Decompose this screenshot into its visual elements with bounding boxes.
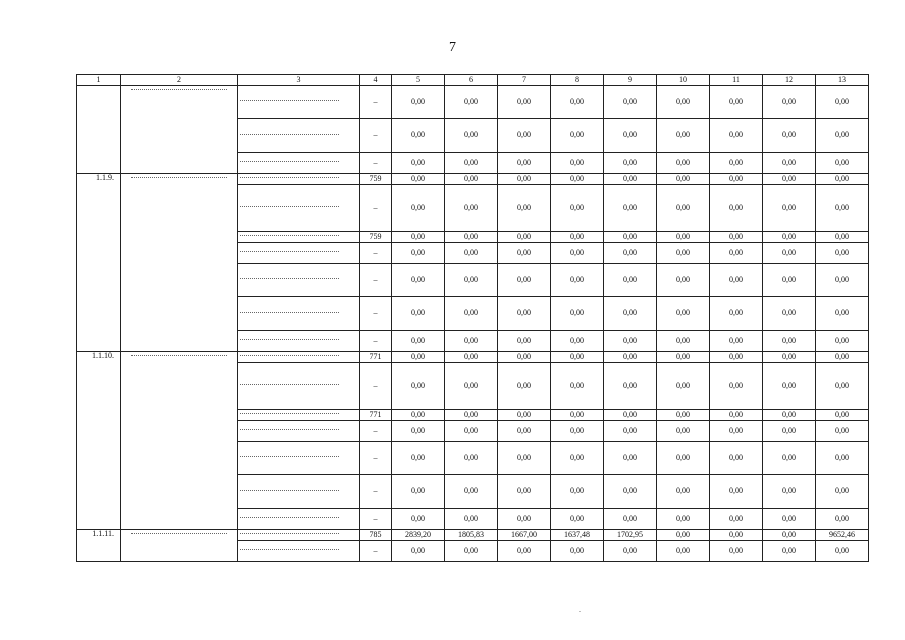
budget-table [76, 74, 869, 562]
illegible-text [240, 339, 339, 343]
amount-cell: 0,00 [498, 264, 551, 297]
amount-cell: 0,00 [392, 232, 445, 243]
amount-cell: 0,00 [763, 243, 816, 264]
illegible-text [240, 206, 339, 210]
amount-cell: 0,00 [445, 243, 498, 264]
header-cell-13: 13 [816, 75, 869, 86]
amount-cell: 0,00 [551, 86, 604, 119]
funding-source [238, 331, 360, 352]
amount-cell: 0,00 [710, 475, 763, 509]
amount-cell: 0,00 [604, 475, 657, 509]
funding-source [238, 541, 360, 562]
table-row [77, 86, 869, 119]
amount-cell: 0,00 [498, 421, 551, 442]
funding-source [238, 421, 360, 442]
illegible-text [240, 134, 339, 138]
amount-cell: 0,00 [498, 185, 551, 232]
amount-cell: 0,00 [604, 509, 657, 530]
code-value: – [360, 119, 392, 153]
amount-cell: 0,00 [710, 264, 763, 297]
amount-cell: 0,00 [710, 86, 763, 119]
header-cell-5: 5 [392, 75, 445, 86]
amount-cell: 0,00 [392, 352, 445, 363]
amount-cell: 0,00 [816, 541, 869, 562]
illegible-text [240, 312, 339, 316]
illegible-text [240, 384, 339, 388]
funding-source [238, 185, 360, 232]
amount-cell: 0,00 [763, 297, 816, 331]
amount-cell: 0,00 [604, 541, 657, 562]
code-value: – [360, 363, 392, 410]
illegible-text [240, 355, 339, 359]
amount-cell: 0,00 [445, 410, 498, 421]
amount-cell: 0,00 [392, 297, 445, 331]
amount-cell: 0,00 [710, 174, 763, 185]
amount-cell: 0,00 [392, 174, 445, 185]
amount-cell: 0,00 [710, 352, 763, 363]
item-name [121, 530, 238, 562]
code-value: 759 [360, 174, 392, 185]
code-value: – [360, 421, 392, 442]
amount-cell: 0,00 [445, 331, 498, 352]
amount-cell: 0,00 [763, 530, 816, 541]
code-value: – [360, 264, 392, 297]
amount-cell: 0,00 [710, 243, 763, 264]
amount-cell: 0,00 [551, 363, 604, 410]
amount-cell: 1702,95 [604, 530, 657, 541]
funding-source [238, 232, 360, 243]
amount-cell: 0,00 [604, 243, 657, 264]
amount-cell: 0,00 [445, 352, 498, 363]
amount-cell: 0,00 [445, 119, 498, 153]
code-value: – [360, 541, 392, 562]
amount-cell: 0,00 [657, 232, 710, 243]
illegible-text [240, 251, 339, 255]
funding-source [238, 363, 360, 410]
amount-cell: 0,00 [392, 421, 445, 442]
amount-cell: 0,00 [392, 363, 445, 410]
amount-cell: 0,00 [445, 509, 498, 530]
amount-cell: 0,00 [763, 475, 816, 509]
illegible-text [240, 278, 339, 282]
illegible-text [240, 161, 339, 165]
amount-cell: 0,00 [816, 119, 869, 153]
amount-cell: 0,00 [445, 153, 498, 174]
amount-cell: 0,00 [657, 442, 710, 475]
code-value: – [360, 297, 392, 331]
amount-cell: 0,00 [604, 153, 657, 174]
amount-cell: 0,00 [763, 264, 816, 297]
amount-cell: 0,00 [604, 331, 657, 352]
amount-cell: 0,00 [657, 185, 710, 232]
funding-source [238, 530, 360, 541]
amount-cell: 0,00 [763, 541, 816, 562]
code-value: – [360, 86, 392, 119]
item-code: 1.1.11. [77, 530, 121, 562]
amount-cell: 0,00 [763, 174, 816, 185]
amount-cell: 0,00 [445, 264, 498, 297]
amount-cell: 0,00 [498, 174, 551, 185]
amount-cell: 0,00 [498, 331, 551, 352]
amount-cell: 0,00 [816, 442, 869, 475]
amount-cell: 0,00 [551, 442, 604, 475]
amount-cell: 0,00 [710, 119, 763, 153]
header-cell-1: 1 [77, 75, 121, 86]
amount-cell: 0,00 [604, 232, 657, 243]
item-name [121, 352, 238, 530]
amount-cell: 0,00 [710, 530, 763, 541]
amount-cell: 0,00 [392, 475, 445, 509]
amount-cell: 0,00 [816, 331, 869, 352]
amount-cell: 0,00 [498, 442, 551, 475]
amount-cell: 0,00 [445, 297, 498, 331]
amount-cell: 0,00 [763, 185, 816, 232]
header-cell-2: 2 [121, 75, 238, 86]
code-value: 771 [360, 410, 392, 421]
amount-cell: 0,00 [657, 363, 710, 410]
amount-cell: 0,00 [816, 264, 869, 297]
amount-cell: 0,00 [710, 185, 763, 232]
code-value: – [360, 185, 392, 232]
amount-cell: 0,00 [710, 153, 763, 174]
header-cell-6: 6 [445, 75, 498, 86]
amount-cell: 0,00 [551, 119, 604, 153]
amount-cell: 0,00 [445, 185, 498, 232]
item-code [77, 86, 121, 174]
amount-cell: 0,00 [551, 297, 604, 331]
illegible-text [240, 533, 339, 537]
amount-cell: 0,00 [498, 509, 551, 530]
funding-source [238, 119, 360, 153]
funding-source [238, 297, 360, 331]
code-value: – [360, 153, 392, 174]
amount-cell: 0,00 [551, 232, 604, 243]
funding-source [238, 153, 360, 174]
amount-cell: 0,00 [392, 509, 445, 530]
illegible-text [131, 89, 226, 93]
item-code: 1.1.10. [77, 352, 121, 530]
amount-cell: 0,00 [657, 174, 710, 185]
amount-cell: 0,00 [763, 363, 816, 410]
code-value: 785 [360, 530, 392, 541]
illegible-text [131, 533, 226, 537]
amount-cell: 0,00 [604, 119, 657, 153]
header-cell-4: 4 [360, 75, 392, 86]
funding-source [238, 442, 360, 475]
amount-cell: 1637,48 [551, 530, 604, 541]
amount-cell: 0,00 [604, 363, 657, 410]
amount-cell: 0,00 [763, 119, 816, 153]
amount-cell: 0,00 [498, 243, 551, 264]
amount-cell: 0,00 [551, 331, 604, 352]
amount-cell: 0,00 [816, 421, 869, 442]
illegible-text [240, 549, 339, 553]
amount-cell: 0,00 [445, 421, 498, 442]
amount-cell: 0,00 [392, 243, 445, 264]
amount-cell: 0,00 [498, 232, 551, 243]
amount-cell: 0,00 [445, 174, 498, 185]
header-cell-10: 10 [657, 75, 710, 86]
illegible-text [240, 100, 339, 104]
amount-cell: 0,00 [657, 86, 710, 119]
amount-cell: 0,00 [816, 174, 869, 185]
amount-cell: 0,00 [763, 421, 816, 442]
amount-cell: 0,00 [657, 153, 710, 174]
amount-cell: 0,00 [392, 86, 445, 119]
page-number: 7 [449, 40, 456, 55]
amount-cell: 0,00 [551, 185, 604, 232]
amount-cell: 0,00 [551, 264, 604, 297]
header-cell-12: 12 [763, 75, 816, 86]
amount-cell: 0,00 [498, 86, 551, 119]
funding-source [238, 410, 360, 421]
amount-cell: 0,00 [392, 331, 445, 352]
amount-cell: 0,00 [604, 264, 657, 297]
amount-cell: 0,00 [710, 442, 763, 475]
amount-cell: 0,00 [816, 475, 869, 509]
amount-cell: 0,00 [657, 509, 710, 530]
table-row [77, 174, 869, 185]
funding-source [238, 243, 360, 264]
amount-cell: 0,00 [763, 442, 816, 475]
amount-cell: 0,00 [710, 363, 763, 410]
header-cell-9: 9 [604, 75, 657, 86]
amount-cell: 0,00 [392, 264, 445, 297]
amount-cell: 0,00 [498, 352, 551, 363]
funding-source [238, 475, 360, 509]
code-value: 759 [360, 232, 392, 243]
amount-cell: 0,00 [657, 119, 710, 153]
illegible-text [240, 456, 339, 460]
amount-cell: 0,00 [498, 153, 551, 174]
amount-cell: 0,00 [551, 153, 604, 174]
code-value: – [360, 475, 392, 509]
amount-cell: 2839,20 [392, 530, 445, 541]
item-name [121, 86, 238, 174]
amount-cell: 0,00 [816, 410, 869, 421]
funding-source [238, 352, 360, 363]
illegible-text [240, 235, 339, 239]
amount-cell: 0,00 [604, 410, 657, 421]
amount-cell: 0,00 [816, 185, 869, 232]
illegible-text [240, 490, 339, 494]
amount-cell: 0,00 [498, 475, 551, 509]
amount-cell: 0,00 [657, 352, 710, 363]
amount-cell: 0,00 [710, 331, 763, 352]
illegible-text [240, 429, 339, 433]
amount-cell: 0,00 [763, 153, 816, 174]
amount-cell: 0,00 [710, 297, 763, 331]
amount-cell: 0,00 [445, 541, 498, 562]
funding-source [238, 509, 360, 530]
amount-cell: 0,00 [763, 509, 816, 530]
amount-cell: 9652,46 [816, 530, 869, 541]
amount-cell: 0,00 [392, 541, 445, 562]
illegible-text [240, 413, 339, 417]
amount-cell: 0,00 [657, 541, 710, 562]
amount-cell: 0,00 [498, 541, 551, 562]
amount-cell: 0,00 [445, 475, 498, 509]
amount-cell: 0,00 [392, 153, 445, 174]
amount-cell: 0,00 [657, 331, 710, 352]
amount-cell: 0,00 [551, 174, 604, 185]
illegible-text [240, 177, 339, 181]
header-cell-11: 11 [710, 75, 763, 86]
funding-source [238, 174, 360, 185]
amount-cell: 0,00 [604, 421, 657, 442]
amount-cell: 0,00 [551, 352, 604, 363]
amount-cell: 0,00 [604, 86, 657, 119]
header-row [77, 75, 869, 86]
illegible-text [240, 517, 339, 521]
amount-cell: 0,00 [710, 509, 763, 530]
amount-cell: 0,00 [551, 475, 604, 509]
table-row [77, 530, 869, 541]
amount-cell: 0,00 [710, 421, 763, 442]
amount-cell: 0,00 [657, 530, 710, 541]
amount-cell: 0,00 [763, 86, 816, 119]
amount-cell: 0,00 [445, 86, 498, 119]
amount-cell: 0,00 [551, 421, 604, 442]
amount-cell: 0,00 [763, 331, 816, 352]
amount-cell: 0,00 [710, 232, 763, 243]
header-cell-7: 7 [498, 75, 551, 86]
amount-cell: 0,00 [816, 509, 869, 530]
amount-cell: 1805,83 [445, 530, 498, 541]
header-cell-3: 3 [238, 75, 360, 86]
amount-cell: 0,00 [657, 297, 710, 331]
amount-cell: 0,00 [445, 232, 498, 243]
amount-cell: 0,00 [763, 232, 816, 243]
header-cell-8: 8 [551, 75, 604, 86]
amount-cell: 0,00 [657, 264, 710, 297]
amount-cell: 0,00 [551, 410, 604, 421]
amount-cell: 0,00 [816, 153, 869, 174]
funding-source [238, 86, 360, 119]
code-value: – [360, 509, 392, 530]
item-name [121, 174, 238, 352]
item-code: 1.1.9. [77, 174, 121, 352]
amount-cell: 0,00 [816, 363, 869, 410]
amount-cell: 0,00 [763, 410, 816, 421]
amount-cell: 0,00 [816, 243, 869, 264]
table-row [77, 352, 869, 363]
code-value: – [360, 442, 392, 475]
amount-cell: 0,00 [392, 185, 445, 232]
amount-cell: 0,00 [604, 185, 657, 232]
amount-cell: 0,00 [445, 363, 498, 410]
page-mark: . [579, 605, 581, 614]
amount-cell: 0,00 [816, 352, 869, 363]
amount-cell: 0,00 [392, 410, 445, 421]
amount-cell: 0,00 [816, 232, 869, 243]
amount-cell: 0,00 [657, 243, 710, 264]
amount-cell: 0,00 [763, 352, 816, 363]
amount-cell: 0,00 [657, 421, 710, 442]
amount-cell: 0,00 [710, 410, 763, 421]
amount-cell: 0,00 [604, 442, 657, 475]
amount-cell: 0,00 [392, 119, 445, 153]
code-value: 771 [360, 352, 392, 363]
amount-cell: 1667,00 [498, 530, 551, 541]
amount-cell: 0,00 [816, 86, 869, 119]
amount-cell: 0,00 [445, 442, 498, 475]
amount-cell: 0,00 [816, 297, 869, 331]
amount-cell: 0,00 [498, 297, 551, 331]
amount-cell: 0,00 [498, 119, 551, 153]
code-value: – [360, 243, 392, 264]
amount-cell: 0,00 [604, 297, 657, 331]
funding-source [238, 264, 360, 297]
amount-cell: 0,00 [657, 475, 710, 509]
illegible-text [131, 177, 226, 181]
amount-cell: 0,00 [657, 410, 710, 421]
amount-cell: 0,00 [551, 243, 604, 264]
amount-cell: 0,00 [551, 541, 604, 562]
illegible-text [131, 355, 226, 359]
code-value: – [360, 331, 392, 352]
amount-cell: 0,00 [498, 410, 551, 421]
amount-cell: 0,00 [392, 442, 445, 475]
amount-cell: 0,00 [710, 541, 763, 562]
amount-cell: 0,00 [604, 174, 657, 185]
amount-cell: 0,00 [498, 363, 551, 410]
amount-cell: 0,00 [551, 509, 604, 530]
amount-cell: 0,00 [604, 352, 657, 363]
